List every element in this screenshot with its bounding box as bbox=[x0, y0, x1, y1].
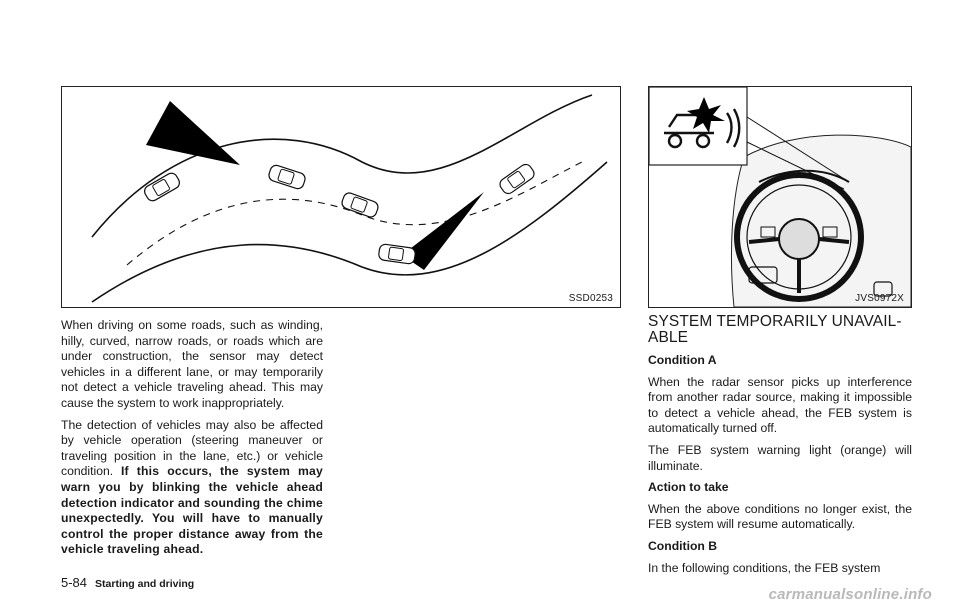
condition-a-heading: Condition A bbox=[648, 353, 717, 367]
figure-code-right: JVS0972X bbox=[855, 293, 904, 304]
car-5 bbox=[498, 162, 537, 196]
paragraph-detection bbox=[61, 418, 323, 558]
condition-b-text: In the following conditions, the FEB system bbox=[648, 560, 881, 575]
page-number: 5-84 bbox=[61, 575, 88, 590]
paragraph-detection-text: The detection of vehicles may also be affected by vehicle operation (steering maneuver or traveling position in the lane, etc.) or vehicle condition. bbox=[61, 417, 323, 479]
section-title: Starting and driving bbox=[95, 578, 195, 590]
left-text-column bbox=[61, 318, 323, 564]
car-2 bbox=[267, 164, 306, 190]
page-footer bbox=[61, 575, 194, 590]
dashboard-figure bbox=[648, 86, 912, 308]
winding-road-illustration bbox=[62, 87, 620, 307]
car-1 bbox=[142, 171, 181, 203]
paragraph-road-conditions: When driving on some roads, such as winding, hilly, curved, narrow roads, or roads which are under construction, the sensor may detect vehicles in a different lane, or may temporarily not detect a vehicle traveling ahead. This may cause the system to work inappropriately. bbox=[61, 318, 323, 410]
condition-b-heading: Condition B bbox=[648, 538, 718, 553]
action-heading: Action to take bbox=[648, 480, 729, 495]
condition-a-text-1: When the radar sensor picks up interference from another radar source, making it impossible to detect a vehicle ahead, the FEB system is automatically turned off. bbox=[648, 374, 912, 436]
figure-code-left: SSD0253 bbox=[568, 293, 613, 304]
paragraph-detection-warning: If this occurs, the system may warn you by blinking the vehicle ahead detection indicator and sounding the chime unexpectedly. You will have to manually control the proper distance away from the vehicle traveling ahead. bbox=[61, 464, 323, 557]
condition-a-text-2: The FEB system warning light (orange) will illuminate. bbox=[648, 442, 912, 473]
section-heading: SYSTEM TEMPORARILY UNAVAIL-ABLE bbox=[648, 313, 902, 346]
watermark-text: carmanualsonline.info bbox=[768, 586, 932, 603]
dashboard-illustration bbox=[649, 87, 911, 307]
road-illustration-figure bbox=[61, 86, 621, 308]
sensor-cone-upper bbox=[146, 101, 240, 165]
car-4 bbox=[378, 244, 416, 265]
action-text: When the above conditions no longer exist, the FEB system will resume automatically. bbox=[648, 501, 912, 532]
right-text-column bbox=[648, 314, 912, 582]
